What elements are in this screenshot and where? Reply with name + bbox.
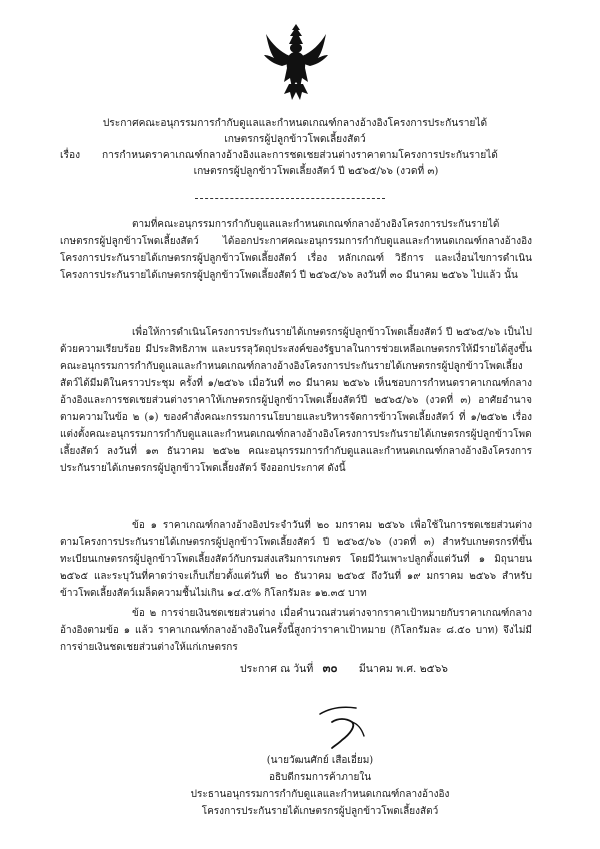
- title-line-2: เกษตรกรผู้ปลูกข้าวโพดเลี้ยงสัตว์: [224, 134, 366, 145]
- body-paragraph-1: ตามที่คณะอนุกรรมการกำกับดูแลและกำหนดเกณฑ์กลางอ้างอิงโครงการประกันรายได้เกษตรกรผู้ปลูกข้าวโพดเลี้ยงสัตว์ ได้ออกประกาศคณะอนุกรรมการกำกับดูแลและกำหนดเกณฑ์กลางอ้างอิงโครงการประกันรายได้เกษตรกรผู้ปลูกข้าวโพดเลี้ยงสัตว์ เรื่อง หลักเกณฑ์ วิธีการ และเงื่อนไขการดำเนินโครงการประกันรายได้เกษตรกรผู้ปลูกข้าวโพดเลี้ยงสัตว์ ปี ๒๕๖๕/๖๖ ลงวันที่ ๓๐ มีนาคม ๒๕๖๖ ไปแล้ว นั้น: [60, 219, 532, 281]
- signer-role-line-1: ประธานอนุกรรมการกำกับดูแลและกำหนดเกณฑ์กลางอ้างอิง: [190, 789, 450, 800]
- announcement-header: [60, 116, 530, 180]
- body-paragraph-4: ข้อ ๒ การจ่ายเงินชดเชยส่วนต่าง เมื่อคำนวณส่วนต่างจากราคาเป้าหมายกับราคาเกณฑ์กลางอ้างอิงตามข้อ ๑ แล้ว ราคาเกณฑ์กลางอ้างอิงในครั้งนี้สูงกว่าราคาเป้าหมาย (กิโลกรัมละ ๘.๕๐ บาท) จึงไม่มีการจ่ายเงินชดเชยส่วนต่างให้แก่เกษตรกร: [60, 608, 532, 653]
- signer-name: (นายวัฒนศักย์ เสือเอี่ยม): [266, 755, 374, 766]
- date-day: ๓๐: [322, 661, 338, 675]
- date-month-year: มีนาคม พ.ศ. ๒๕๖๖: [358, 663, 448, 675]
- body-paragraph-2: เพื่อให้การดำเนินโครงการประกันรายได้เกษตรกรผู้ปลูกข้าวโพดเลี้ยงสัตว์ ปี ๒๕๖๕/๖๖ เป็นไปด้วยความเรียบร้อย มีประสิทธิภาพ และบรรลุวัตถุประสงค์ของรัฐบาลในการช่วยเหลือเกษตรกรให้มีรายได้สูงขึ้น คณะอนุกรรมการกำกับดูแลและกำหนดเกณฑ์กลางอ้างอิงโครงการประกันรายได้เกษตรกรผู้ปลูกข้าวโพดเลี้ยงสัตว์ได้มีมติในคราวประชุม ครั้งที่ ๑/๒๕๖๖ เมื่อวันที่ ๓๐ มีนาคม ๒๕๖๖ เห็นชอบการกำหนดราคาเกณฑ์กลางอ้างอิงและการชดเชยส่วนต่างราคาให้เกษตรกรผู้ปลูกข้าวโพดเลี้ยงสัตว์ปี ๒๕๖๕/๖๖ (งวดที่ ๓) อาศัยอำนาจตามความในข้อ ๒ (๑) ของคำสั่งคณะกรรมการนโยบายและบริหารจัดการข้าวโพดเลี้ยงสัตว์ ที่ ๑/๒๕๖๒ เรื่อง แต่งตั้งคณะอนุกรรมการกำกับดูแลและกำหนดเกณฑ์กลางอ้างอิงโครงการประกันรายได้เกษตรกรผู้ปลูกข้าวโพดเลี้ยงสัตว์ ลงวันที่ ๑๓ ธันวาคม ๒๕๖๒ คณะอนุกรรมการกำกับดูแลและกำหนดเกณฑ์กลางอ้างอิงโครงการประกันรายได้เกษตรกรผู้ปลูกข้าวโพดเลี้ยงสัตว์ จึงออกประกาศ ดังนี้: [60, 327, 532, 474]
- subject-line-1: การกำหนดราคาเกณฑ์กลางอ้างอิงและการชดเชยส่วนต่างราคาตามโครงการประกันรายได้: [102, 150, 498, 161]
- subject-label: เรื่อง: [60, 150, 81, 161]
- issue-date-line: [240, 660, 448, 678]
- garuda-emblem-icon: [262, 22, 330, 102]
- subject-line-2: เกษตรกรผู้ปลูกข้าวโพดเลี้ยงสัตว์ ปี ๒๕๖๕/๖๖ (งวดที่ ๓): [193, 166, 439, 177]
- date-prefix: ประกาศ ณ วันที่: [240, 663, 314, 675]
- subject-text: [102, 148, 530, 180]
- header-divider: [195, 198, 385, 199]
- title-line-1: ประกาศคณะอนุกรรมการกำกับดูแลและกำหนดเกณฑ์กลางอ้างอิงโครงการประกันรายได้: [102, 118, 488, 129]
- signer-role-line-2: โครงการประกันรายได้เกษตรกรผู้ปลูกข้าวโพดเลี้ยงสัตว์: [201, 806, 439, 817]
- signatory-block: [190, 752, 450, 820]
- subject-block: [60, 148, 530, 180]
- handwritten-signature: [312, 700, 372, 752]
- signer-position: อธิบดีกรมการค้าภายใน: [268, 772, 372, 783]
- body-paragraph-3: ข้อ ๑ ราคาเกณฑ์กลางอ้างอิงประจำวันที่ ๒๐ มกราคม ๒๕๖๖ เพื่อใช้ในการชดเชยส่วนต่างตามโครงการประกันรายได้เกษตรกรผู้ปลูกข้าวโพดเลี้ยงสัตว์ ปี ๒๕๖๕/๖๖ (งวดที่ ๓) สำหรับเกษตรกรที่ขึ้นทะเบียนเกษตรกรผู้ปลูกข้าวโพดเลี้ยงสัตว์กับกรมส่งเสริมการเกษตร โดยมีวันเพาะปลูกตั้งแต่วันที่ ๑ มิถุนายน ๒๕๖๕ และระบุวันที่คาดว่าจะเก็บเกี่ยวตั้งแต่วันที่ ๒๐ ธันวาคม ๒๕๖๕ ถึงวันที่ ๑๙ มกราคม ๒๕๖๖ สำหรับข้าวโพดเลี้ยงสัตว์เมล็ดความชื้นไม่เกิน ๑๔.๕% กิโลกรัมละ ๑๒.๓๕ บาท: [60, 520, 532, 599]
